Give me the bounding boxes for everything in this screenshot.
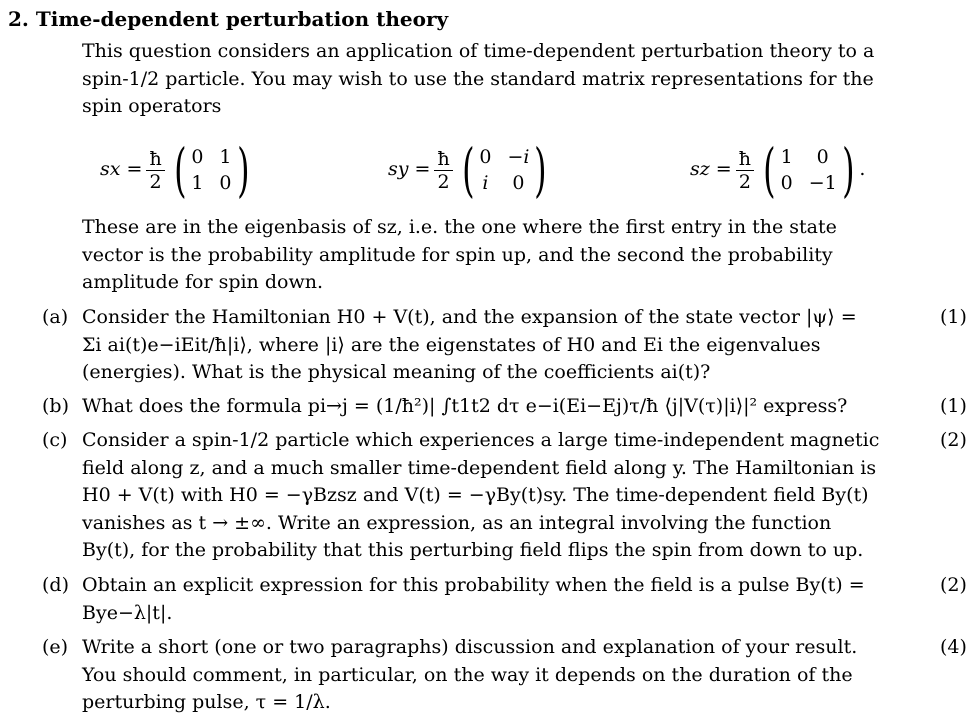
matrix-cells: 0 −i i 0 <box>479 146 530 194</box>
matrix-sz: sz = $\frac{ħ}{2}$ ( 1 0 0 −1 ) . <box>690 136 866 204</box>
question-intro: This question considers an application of time-dependent perturbation theory to a spin-1/2 particle. You may wish to use the standard matrix representations for the spin operators <box>82 40 875 117</box>
part-text: Consider the Hamiltonian H0 + V(t), and the expansion of the state vector |ψ⟩ = Σi ai(t)e−iEit/ħ|i⟩, where |i⟩ are the eigenstates of H0 and Ei the eigenvalues (energies). What is the physical meaning of the coefficients ai(t)? <box>82 306 857 383</box>
eigenbasis-note: These are in the eigenbasis of sz, i.e. the one where the first entry in the state vector is the probability amplitude for spin up, and the second the probability amplitude for spin down. <box>82 216 837 293</box>
part-text: Write a short (one or two paragraphs) discussion and explanation of your result. You should comment, in particular, on the way it depends on the duration of the perturbing pulse, τ = 1/λ. <box>82 636 858 713</box>
spin-matrices <box>0 137 979 203</box>
matrix-cells: 0 1 1 0 <box>191 146 232 194</box>
matrix-lhs: sz = <box>690 158 732 181</box>
part-marks: (4) <box>940 636 967 658</box>
part-label: (d) <box>42 574 69 596</box>
part-label: (c) <box>42 429 68 451</box>
hbar-over-2: $\frac{ħ}{2}$ <box>736 148 754 193</box>
part-marks: (1) <box>940 306 967 328</box>
hbar-over-2: $\frac{ħ}{2}$ <box>434 148 452 193</box>
matrix-sx: sx = $\frac{ħ}{2}$ ( 0 1 1 0 ) <box>100 136 250 204</box>
part-marks: (2) <box>940 574 967 596</box>
matrix-cells: 1 0 0 −1 <box>780 146 837 194</box>
part-marks: (1) <box>940 395 967 417</box>
part-text: What does the formula pi→j = (1/ħ²)| ∫t1t2 dτ e−i(Ei−Ej)τ/ħ ⟨j|V(τ)|i⟩|² express? <box>82 395 848 417</box>
matrix-lhs: sx = <box>100 158 143 181</box>
part-marks: (2) <box>940 429 967 451</box>
part-label: (b) <box>42 395 69 417</box>
matrix-lhs: sy = <box>388 158 431 181</box>
question-title: 2. Time-dependent perturbation theory <box>8 7 449 31</box>
part-label: (e) <box>42 636 69 658</box>
matrix-sy: sy = $\frac{ħ}{2}$ ( 0 −i i 0 ) <box>388 136 547 204</box>
hbar-over-2: $\frac{ħ}{2}$ <box>146 148 164 193</box>
part-text: Consider a spin-1/2 particle which experiences a large time-independent magnetic field along z, and a much smaller time-dependent field along y. The Hamiltonian is H0 + V(t) with H0 = −γBzsz and V(t) = −γBy(t)sy. The time-dependent field By(t) vanishes as t → ±∞. Write an expression, as an integral involving the function By(t), for the probability that this perturbing field flips the spin from down to up. <box>82 429 880 561</box>
part-text: Obtain an explicit expression for this probability when the field is a pulse By(t) = Bye−λ|t|. <box>82 574 865 624</box>
part-label: (a) <box>42 306 69 328</box>
